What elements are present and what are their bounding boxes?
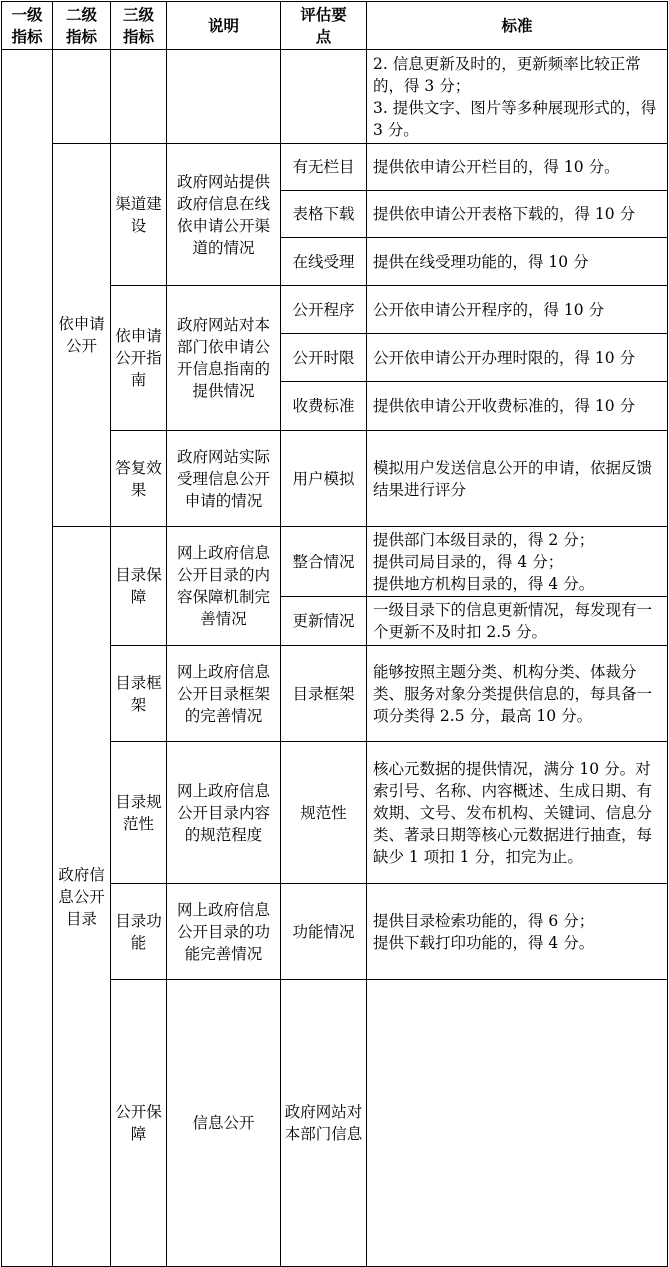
standard-cell: 一级目录下的信息更新情况，每发现有一个更新不及时扣 2.5 分。 <box>367 597 668 646</box>
description-cell: 政府网站实际受理信息公开申请的情况 <box>167 431 281 527</box>
standard-cell: 模拟用户发送信息公开的申请，依据反馈结果进行评分 <box>367 431 668 527</box>
points-cell: 在线受理 <box>281 238 367 286</box>
table-row <box>2 50 668 144</box>
description-cell: 网上政府信息公开目录内容的规范程度 <box>167 742 281 884</box>
header-row <box>2 2 668 50</box>
standard-cell: 提供依申请公开收费标准的，得 10 分 <box>367 382 668 431</box>
level3-cell: 目录保障 <box>111 527 167 646</box>
description-cell: 网上政府信息公开目录框架的完善情况 <box>167 646 281 742</box>
points-cell: 有无栏目 <box>281 144 367 191</box>
points-cell: 表格下载 <box>281 191 367 238</box>
level3-cell: 渠道建设 <box>111 144 167 286</box>
level3-cell: 目录功能 <box>111 884 167 980</box>
level3-cell: 依申请公开指南 <box>111 286 167 431</box>
points-cell: 规范性 <box>281 742 367 884</box>
description-cell: 网上政府信息公开目录的内容保障机制完善情况 <box>167 527 281 646</box>
level2-cell: 公开保障 <box>111 980 167 1267</box>
level2-cell: 政府信息公开目录 <box>53 527 111 1267</box>
standard-cell: 公开依申请公开办理时限的，得 10 分 <box>367 334 668 382</box>
level3-cell: 目录框架 <box>111 646 167 742</box>
points-cell: 更新情况 <box>281 597 367 646</box>
standard-cell: 能够按照主题分类、机构分类、体裁分类、服务对象分类提供信息的，每具备一项分类得 2.5 分，最高 10 分。 <box>367 646 668 742</box>
standard-cell: 公开依申请公开程序的，得 10 分 <box>367 286 668 334</box>
header-level1: 一级 指标 <box>2 2 53 50</box>
header-evaluation-points: 评估要 点 <box>281 2 367 50</box>
points-cell: 功能情况 <box>281 884 367 980</box>
header-standard: 标准 <box>367 2 668 50</box>
level3-cell: 信息公开 <box>167 980 281 1267</box>
header-level3: 三级 指标 <box>111 2 167 50</box>
points-cell: 整合情况 <box>281 527 367 597</box>
standard-cell: 提供部门本级目录的，得 2 分； 提供司局目录的，得 4 分； 提供地方机构目录的，得 4 分。 <box>367 527 668 597</box>
table-row <box>2 144 668 191</box>
level2-cell: 依申请公开 <box>53 144 111 527</box>
level1-cell <box>2 50 53 1267</box>
header-description: 说明 <box>167 2 281 50</box>
standard-cell: 提供依申请公开表格下载的，得 10 分 <box>367 191 668 238</box>
points-cell: 公开程序 <box>281 286 367 334</box>
description-cell: 网上政府信息公开目录的功能完善情况 <box>167 884 281 980</box>
level3-cell <box>111 50 167 144</box>
level3-cell: 答复效果 <box>111 431 167 527</box>
points-cell: 目录框架 <box>281 646 367 742</box>
standard-cell: 提供在线受理功能的，得 10 分 <box>367 238 668 286</box>
description-cell: 政府网站对本部门信息 <box>281 980 367 1267</box>
points-cell: 用户模拟 <box>281 431 367 527</box>
points-cell <box>367 980 668 1267</box>
standard-cell: 提供目录检索功能的，得 6 分； 提供下载打印功能的，得 4 分。 <box>367 884 668 980</box>
table-row <box>2 527 668 597</box>
description-cell <box>167 50 281 144</box>
evaluation-table <box>1 1 668 1267</box>
level2-cell <box>53 50 111 144</box>
description-cell: 政府网站提供政府信息在线依申请公开渠道的情况 <box>167 144 281 286</box>
standard-cell: 核心元数据的提供情况，满分 10 分。对索引号、名称、内容概述、生成日期、有效期、文号、发布机构、关键词、信息分类、著录日期等核心元数据进行抽查，每缺少 1 项扣 1 分，扣完为止。 <box>367 742 668 884</box>
standard-cell: 2. 信息更新及时的，更新频率比较正常的，得 3 分； 3. 提供文字、图片等多种展现形式的，得 3 分。 <box>367 50 668 144</box>
level3-cell: 目录规范性 <box>111 742 167 884</box>
header-level2: 二级 指标 <box>53 2 111 50</box>
points-cell <box>281 50 367 144</box>
standard-cell: 提供依申请公开栏目的，得 10 分。 <box>367 144 668 191</box>
description-cell: 政府网站对本部门依申请公开信息指南的提供情况 <box>167 286 281 431</box>
points-cell: 公开时限 <box>281 334 367 382</box>
points-cell: 收费标准 <box>281 382 367 431</box>
